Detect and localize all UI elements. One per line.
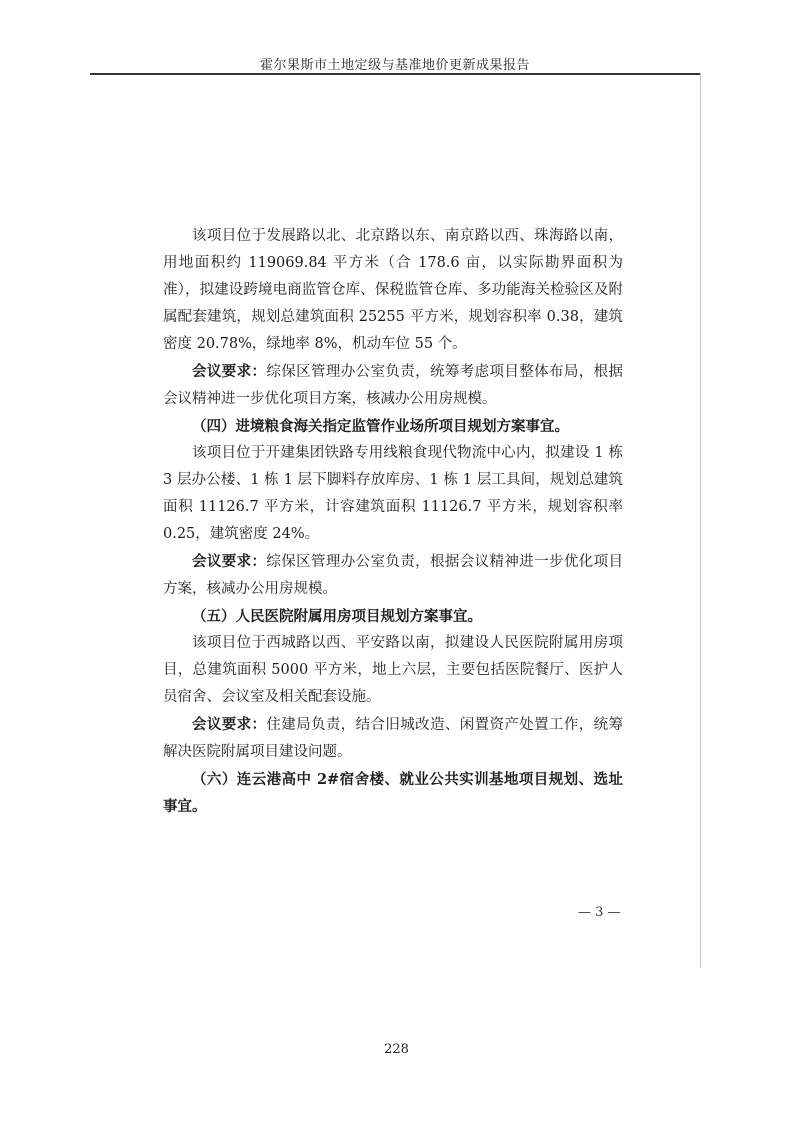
inner-page-number: — 3 — [578, 905, 621, 920]
meeting-requirement [163, 711, 623, 766]
document-header: 霍尔果斯市土地定级与基准地价更新成果报告 [259, 58, 530, 73]
requirement-label: 会议要求： [192, 716, 267, 733]
page-edge-line [700, 73, 701, 968]
meeting-requirement [163, 358, 623, 413]
requirement-label: 会议要求： [192, 363, 267, 380]
requirement-text: 住建局负责，结合旧城改造、闲置资产处置工作，统筹解决医院附属项目建设问题。 [163, 717, 623, 760]
paragraph: 该项目位于西城路以西、平安路以南，拟建设人民医院附属用房项目，总建筑面积 5000 平方米，地上六层，主要包括医院餐厅、医护人员宿舍、会议室及相关配套设施。 [163, 635, 623, 705]
requirement-text: 综保区管理办公室负责，根据会议精神进一步优化项目方案，核减办公用房规模。 [163, 554, 623, 597]
paragraph: 该项目位于开建集团铁路专用线粮食现代物流中心内，拟建设 1 栋 3 层办公楼、1 栋 1 层下脚料存放库房、1 栋 1 层工具间，规划总建筑面积 11126.7 平方米，计容建筑面积 11126.7 平方米，规划容积率 0.25，建筑密度 24%。 [163, 445, 623, 542]
requirement-label: 会议要求： [192, 553, 267, 570]
meeting-requirement [163, 548, 623, 603]
section-heading-6: （六）连云港高中 2#宿舍楼、就业公共实训基地项目规划、选址事宜。 [163, 771, 623, 815]
paragraph: 该项目位于发展路以北、北京路以东、南京路以西、珠海路以南，用地面积约 119069.84 平方米（合 178.6 亩，以实际勘界面积为准），拟建设跨境电商监管仓库、保税监管仓库、多功能海关检验区及附属配套建筑，规划总建筑面积 25255 平方米，规划容积率 0.38，建筑密度 20.78%，绿地率 8%，机动车位 55 个。 [163, 228, 623, 352]
footer-page-number: 228 [384, 1042, 409, 1057]
section-heading-4: （四）进境粮食海关指定监管作业场所项目规划方案事宜。 [192, 418, 569, 435]
requirement-text: 综保区管理办公室负责，统筹考虑项目整体布局，根据会议精神进一步优化项目方案，核减办公用房规模。 [163, 364, 623, 407]
header-divider [90, 73, 700, 75]
body-text [163, 223, 623, 820]
section-heading-5: （五）人民医院附属用房项目规划方案事宜。 [192, 608, 482, 625]
